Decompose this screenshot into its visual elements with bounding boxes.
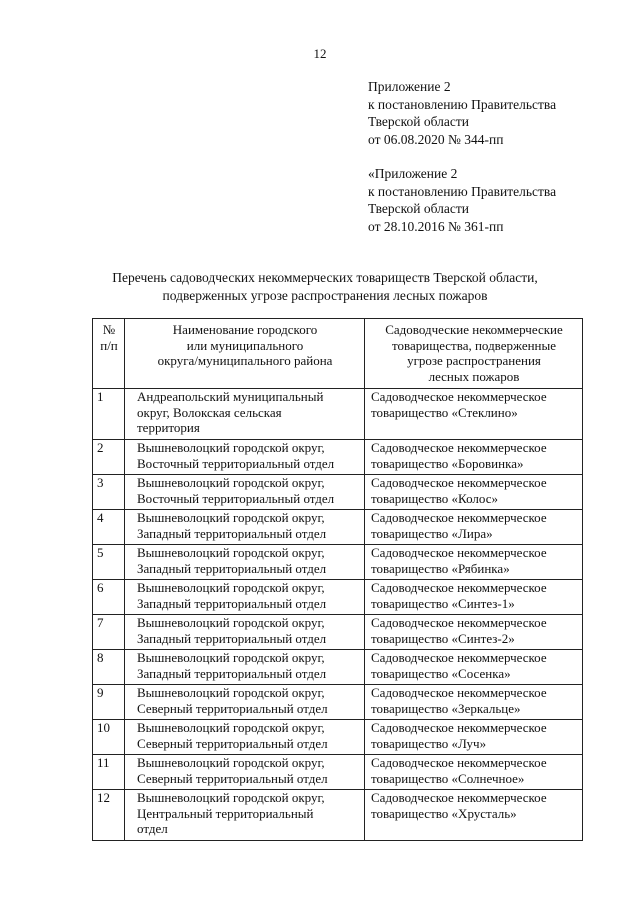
appendix-line: Приложение 2 — [368, 79, 451, 94]
partnership-line: Садоводческое некоммерческое — [371, 440, 547, 455]
partnership-line: товарищество «Синтез-2» — [371, 630, 515, 646]
table-row — [93, 510, 583, 545]
header-line: или муниципального — [186, 337, 304, 353]
district-cell — [125, 389, 365, 440]
partnership-cell — [365, 755, 583, 790]
district-cell — [125, 755, 365, 790]
appendix-line: Тверской области — [368, 114, 469, 130]
partnership-line: товарищество «Луч» — [371, 735, 487, 751]
table-row — [93, 440, 583, 475]
table-row — [93, 685, 583, 720]
partnership-line: товарищество «Солнечное» — [371, 770, 525, 786]
row-number: 12 — [93, 790, 125, 841]
partnership-line: товарищество «Зеркальце» — [371, 700, 521, 716]
appendix-line: Тверской области — [368, 201, 469, 217]
partnership-line: товарищество «Колос» — [371, 490, 498, 506]
table-row — [93, 389, 583, 440]
header-line: угрозе распространения — [407, 353, 541, 369]
district-line: Вышневолоцкий городской округ, — [137, 720, 325, 735]
district-cell — [125, 580, 365, 615]
district-line: Вышневолоцкий городской округ, — [137, 755, 325, 770]
table-body — [93, 389, 583, 841]
row-number: 3 — [93, 475, 125, 510]
district-line: Западный территориальный отдел — [137, 630, 327, 646]
partnership-line: Садоводческое некоммерческое — [371, 580, 547, 595]
partnership-line: Садоводческое некоммерческое — [371, 510, 547, 525]
district-cell — [125, 685, 365, 720]
appendix-line: от 28.10.2016 № 361-пп — [368, 218, 504, 234]
partnership-cell — [365, 389, 583, 440]
district-line: Вышневолоцкий городской округ, — [137, 790, 325, 805]
page-number: 12 — [313, 46, 327, 61]
district-line: Вышневолоцкий городской округ, — [137, 580, 325, 595]
partnership-cell — [365, 685, 583, 720]
header-district — [125, 319, 365, 389]
partnership-cell — [365, 510, 583, 545]
district-line: отдел — [137, 821, 168, 837]
appendix-original-header — [368, 165, 556, 235]
header-line: Наименование городского — [172, 322, 318, 337]
district-line: Северный территориальный отдел — [137, 700, 328, 716]
table-row — [93, 615, 583, 650]
district-cell — [125, 440, 365, 475]
appendix-line: «Приложение 2 — [368, 166, 458, 181]
partnership-cell — [365, 475, 583, 510]
partnership-line: Садоводческое некоммерческое — [371, 790, 547, 805]
appendix-line: от 06.08.2020 № 344-пп — [368, 131, 504, 147]
table-row — [93, 755, 583, 790]
district-cell — [125, 790, 365, 841]
partnership-line: товарищество «Боровинка» — [371, 455, 524, 471]
header-line: товарищества, подверженные — [391, 337, 557, 353]
district-line: Вышневолоцкий городской округ, — [137, 615, 325, 630]
row-number: 6 — [93, 580, 125, 615]
row-number: 10 — [93, 720, 125, 755]
table-row — [93, 720, 583, 755]
row-number: 4 — [93, 510, 125, 545]
district-line: территория — [137, 420, 200, 436]
header-line: № — [102, 322, 116, 337]
document-title — [90, 269, 560, 304]
district-line: Центральный территориальный — [137, 805, 314, 821]
title-line: подверженных угрозе распространения лесных пожаров — [162, 287, 488, 303]
appendix-current-header — [368, 78, 556, 148]
district-cell — [125, 650, 365, 685]
district-line: Западный территориальный отдел — [137, 595, 327, 611]
header-line: лесных пожаров — [428, 368, 520, 384]
district-cell — [125, 475, 365, 510]
partnership-cell — [365, 440, 583, 475]
district-line: Вышневолоцкий городской округ, — [137, 685, 325, 700]
table-row — [93, 580, 583, 615]
district-line: Западный территориальный отдел — [137, 665, 327, 681]
district-line: Северный территориальный отдел — [137, 735, 328, 751]
partnership-cell — [365, 580, 583, 615]
district-line: Северный территориальный отдел — [137, 770, 328, 786]
district-line: Андреапольский муниципальный — [137, 389, 324, 404]
header-partnerships — [365, 319, 583, 389]
title-line: Перечень садоводческих некоммерческих товариществ Тверской области, — [112, 270, 538, 285]
district-line: округ, Волокская сельская — [137, 404, 282, 420]
table-row — [93, 545, 583, 580]
district-line: Восточный территориальный отдел — [137, 455, 335, 471]
row-number: 8 — [93, 650, 125, 685]
partnership-line: товарищество «Рябинка» — [371, 560, 510, 576]
partnership-cell — [365, 790, 583, 841]
partnership-cell — [365, 720, 583, 755]
table-header-row — [93, 319, 583, 389]
appendix-line: к постановлению Правительства — [368, 183, 557, 199]
partnership-line: Садоводческое некоммерческое — [371, 475, 547, 490]
partnership-line: товарищество «Лира» — [371, 525, 493, 541]
row-number: 7 — [93, 615, 125, 650]
row-number: 5 — [93, 545, 125, 580]
table-row — [93, 650, 583, 685]
partnership-line: товарищество «Хрусталь» — [371, 805, 517, 821]
row-number: 11 — [93, 755, 125, 790]
district-cell — [125, 510, 365, 545]
header-line: округа/муниципального района — [157, 353, 333, 369]
district-line: Вышневолоцкий городской округ, — [137, 545, 325, 560]
district-line: Вышневолоцкий городской округ, — [137, 510, 325, 525]
row-number: 2 — [93, 440, 125, 475]
partnership-cell — [365, 650, 583, 685]
partnership-line: Садоводческое некоммерческое — [371, 720, 547, 735]
partnership-line: товарищество «Синтез-1» — [371, 595, 515, 611]
partnership-line: Садоводческое некоммерческое — [371, 389, 547, 404]
partnership-line: товарищество «Стеклино» — [371, 404, 518, 420]
district-cell — [125, 720, 365, 755]
partnership-line: товарищество «Сосенка» — [371, 665, 511, 681]
district-line: Вышневолоцкий городской округ, — [137, 440, 325, 455]
district-line: Вышневолоцкий городской округ, — [137, 650, 325, 665]
district-cell — [125, 545, 365, 580]
header-number — [93, 319, 125, 389]
district-line: Восточный территориальный отдел — [137, 490, 335, 506]
row-number: 1 — [93, 389, 125, 440]
partnership-line: Садоводческое некоммерческое — [371, 755, 547, 770]
district-cell — [125, 615, 365, 650]
partnership-cell — [365, 615, 583, 650]
partnership-cell — [365, 545, 583, 580]
district-line: Вышневолоцкий городской округ, — [137, 475, 325, 490]
row-number: 9 — [93, 685, 125, 720]
appendix-line: к постановлению Правительства — [368, 96, 557, 112]
partnership-line: Садоводческое некоммерческое — [371, 650, 547, 665]
partnerships-table — [92, 318, 583, 841]
district-line: Западный территориальный отдел — [137, 525, 327, 541]
table-row — [93, 790, 583, 841]
header-line: п/п — [100, 337, 118, 353]
partnership-line: Садоводческое некоммерческое — [371, 685, 547, 700]
header-line: Садоводческие некоммерческие — [385, 322, 563, 337]
partnership-line: Садоводческое некоммерческое — [371, 545, 547, 560]
table-row — [93, 475, 583, 510]
partnership-line: Садоводческое некоммерческое — [371, 615, 547, 630]
district-line: Западный территориальный отдел — [137, 560, 327, 576]
